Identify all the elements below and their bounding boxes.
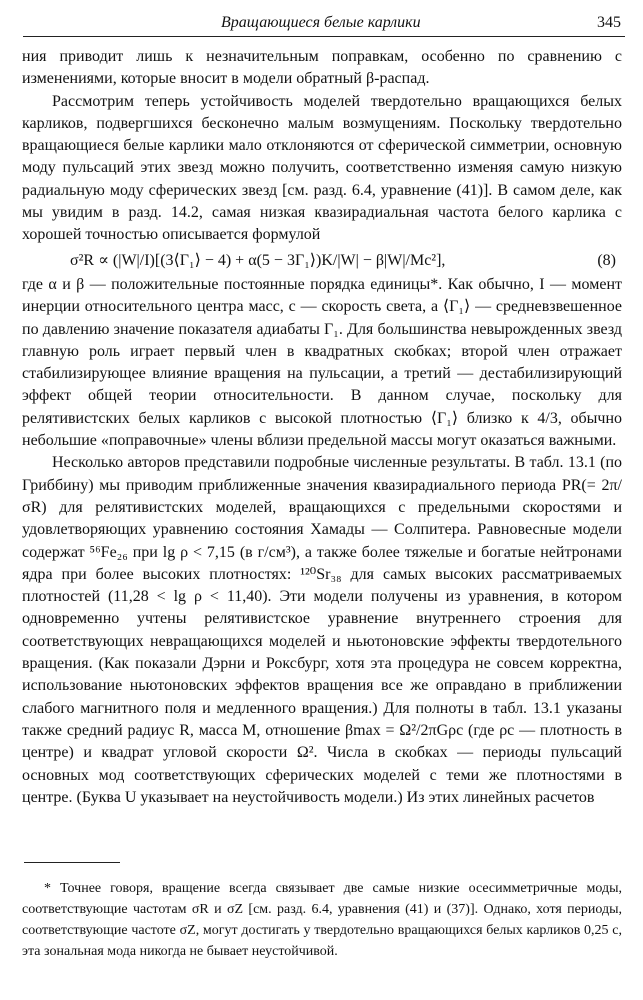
paragraph-continuation: ния приводит лишь к незначительным поправкам, особенно по сравнению с изменениями, которые вносит в модели обратный β-распад. <box>22 48 622 88</box>
main-text <box>22 46 622 809</box>
page-number: 345 <box>597 14 621 31</box>
paragraph-stability: Рассмотрим теперь устойчивость моделей твердотельно вращающихся белых карликов, подвергшихся бесконечно малым возмущениям. Поскольку твердотельно вращающиеся белые карлики мало отклоняются от сферической симметрии, основную моду пульсаций этих звезд можно получить, соответственно изменяя самую низкую радиальную моду сферических звезд [см. разд. 6.4, уравнение (41)]. В самом деле, как мы увидим в разд. 14.2, самая низкая квазирадиальная частота белого карлика с хорошей точностью описывается формулой <box>22 92 622 244</box>
footnote <box>22 878 622 962</box>
paragraph-constants: где α и β — положительные постоянные порядка единицы*. Как обычно, I — момент инерции относительного центра масс, c — скорость света, а ⟨Γ₁⟩ — средневзвешенное по давлению значение показателя адиабаты Γ₁. Для большинства невырожденных звезд главную роль играет первый член в квадратных скобках; второй член отражает стабилизирующее влияние вращения на пульсации, а третий — дестабилизирующий эффект общей теории относительности. В данном случае, поскольку для релятивистских белых карликов с высокой плотностью ⟨Γ₁⟩ близко к 4/3, обычно небольшие «поправочные» члены вблизи предельной массы могут оказаться важными. <box>22 275 622 450</box>
footnote-divider <box>24 862 120 863</box>
equation-body: σ²R ∝ (|W|/I)[(3⟨Γ₁⟩ − 4) + α(5 − 3Γ₁⟩)K/|W| − β|W|/Mc²], <box>70 251 446 269</box>
paragraph-numerical-results: Несколько авторов представили подробные численные результаты. В табл. 13.1 (по Гриббину) мы приводим приближенные значения квазирадиального периода PR(= 2π/σR) для релятивистских моделей, вращающихся с предельными скоростями и удовлетворяющих уравнению состояния Хамады — Солпитера. Равновесные модели содержат ⁵⁶Fe₂₆ при lg ρ < 7,15 (в г/см³), а также более тяжелые и богатые нейтронами ядра при более высоких плотностях: ¹²⁰Sr₃₈ для самых высоких рассматриваемых плотностей (11,28 < lg ρ < 11,40). Эти модели получены из уравнения, в котором одновременно учтены релятивистское уравнение внутреннего строения для соответствующих невращающихся моделей и ньютоновские эффекты твердотельного вращения. (Как показали Дэрни и Роксбург, хотя эта процедура не совсем корректна, использование ньютоновских эффектов вращения все же оправдано в приближении слабого магнитного поля и медленного вращения.) Для полноты в табл. 13.1 указаны также средний радиус R, масса M, отношение βmax = Ω²/2πGρc (где ρc — плотность в центре) и квадрат угловой скорости Ω². Числа в скобках — периоды пульсаций основных мод соответствующих сферических моделей с теми же плотностями в центре. (Буква U указывает на неустойчивость модели.) Из этих линейных расчетов <box>22 454 622 806</box>
footnote-text: * Точнее говоря, вращение всегда связывает две самые низкие осесимметричные моды, соответствующие частотам σR и σZ [см. разд. 6.4, уравнения (41) и (37)]. Однако, хотя периоды, соответствующие частоте σZ, могут достигать у твердотельно вращающихся белых карликов 0,25 с, эта зональная мода никогда не бывает неустойчивой. <box>22 881 622 959</box>
equation-8 <box>22 250 622 272</box>
equation-number: (8) <box>597 251 616 269</box>
page-header <box>23 14 625 37</box>
running-title: Вращающиеся белые карлики <box>221 14 421 31</box>
